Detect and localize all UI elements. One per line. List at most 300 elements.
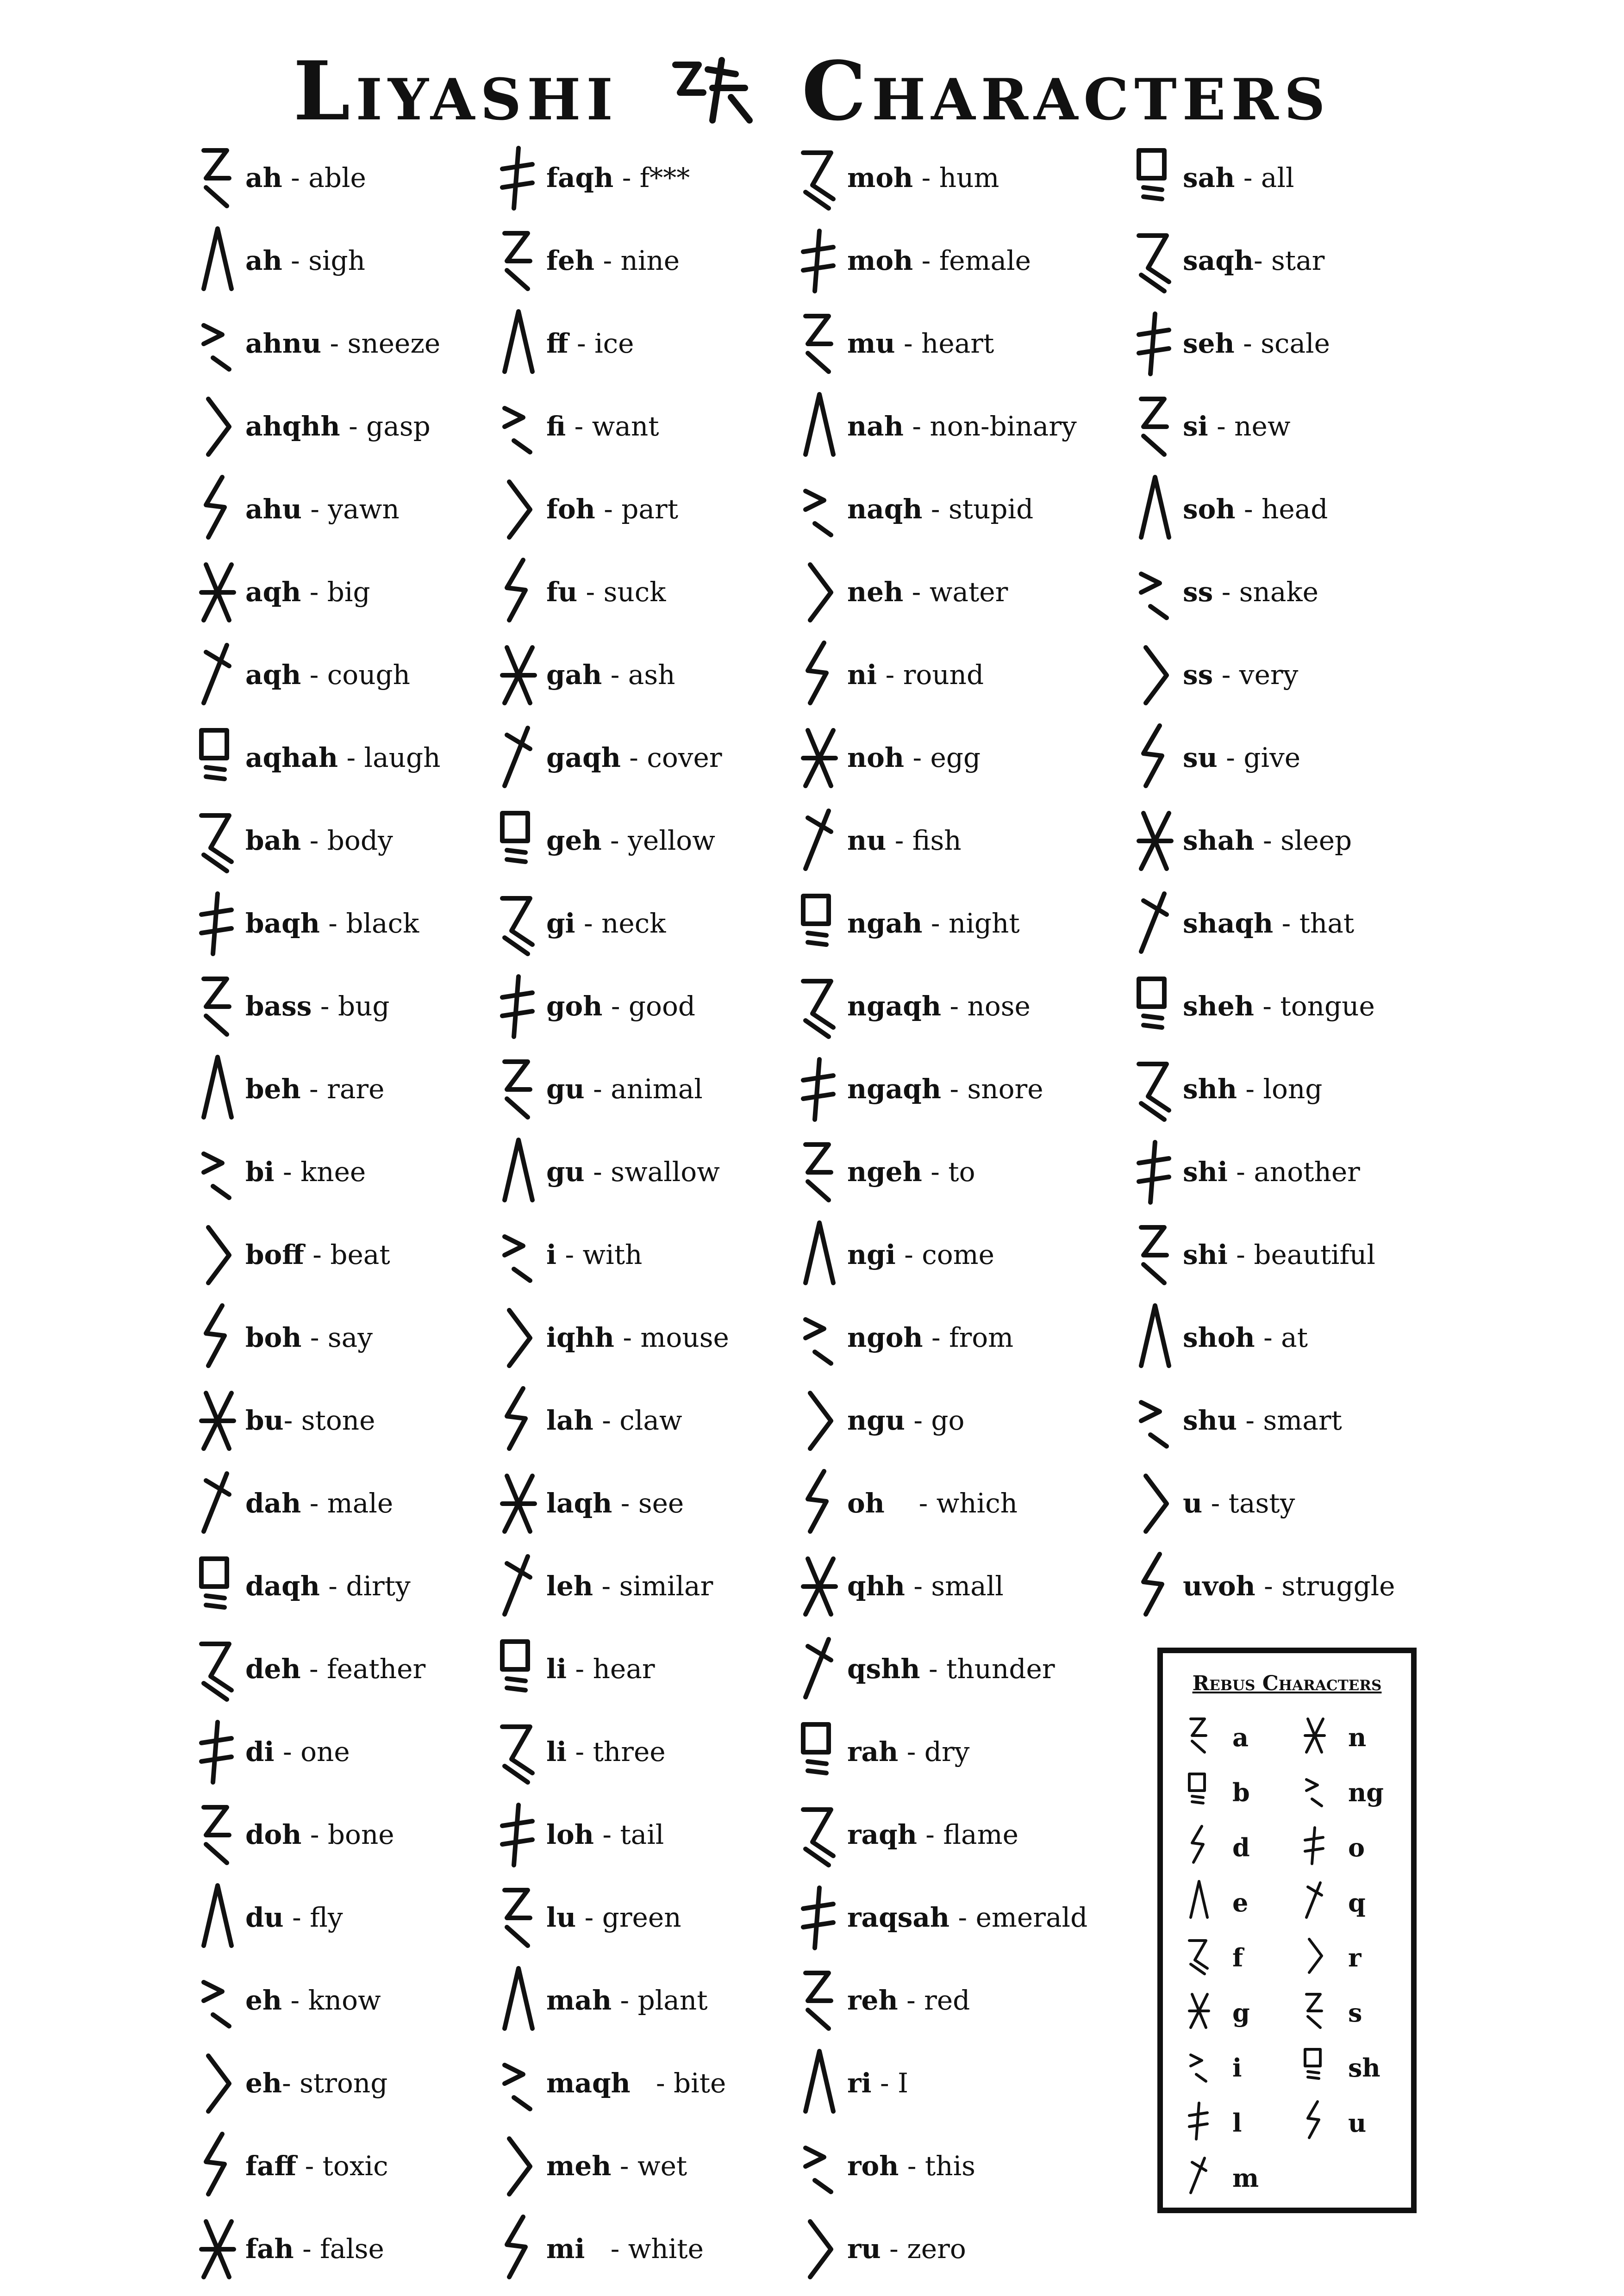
- entry-word: ahqhh: [245, 411, 340, 442]
- entry-word: nu: [847, 825, 887, 856]
- entry-separator: -: [1234, 328, 1261, 359]
- liyashi-glyph-icon: [194, 307, 236, 376]
- entry-separator: -: [1273, 908, 1299, 939]
- entry-word: i: [546, 1239, 557, 1270]
- character-entry: [194, 1384, 546, 1467]
- character-entry: [1132, 307, 1484, 390]
- liyashi-glyph-icon: [1132, 390, 1174, 459]
- liyashi-glyph-icon: [495, 1384, 537, 1453]
- character-entry: [495, 887, 847, 970]
- liyashi-glyph-icon: [796, 555, 838, 625]
- entry-word: sah: [1183, 162, 1235, 193]
- entry-meaning: scale: [1261, 328, 1330, 359]
- entry-word: goh: [546, 990, 603, 1022]
- liyashi-glyph-icon: [495, 555, 537, 625]
- entry-text: [1183, 493, 1328, 525]
- entry-text: [1183, 576, 1318, 608]
- entry-text: [245, 1570, 411, 1602]
- entry-meaning: laugh: [364, 742, 441, 773]
- rebus-character: [1297, 1713, 1418, 1764]
- entry-text: [546, 2150, 687, 2182]
- character-entry: [194, 307, 546, 390]
- liyashi-glyph-icon: [194, 1467, 236, 1536]
- entry-separator: -: [556, 1239, 583, 1270]
- entry-word: aqh: [245, 576, 301, 608]
- entry-text: [546, 1570, 713, 1602]
- entry-word: li: [546, 1653, 567, 1685]
- entry-word: qshh: [847, 1653, 920, 1685]
- entry-separator: -: [594, 245, 621, 276]
- entry-meaning: green: [602, 1902, 681, 1933]
- entry-meaning: neck: [601, 908, 666, 939]
- liyashi-glyph-icon: [796, 1384, 838, 1453]
- liyashi-glyph-icon: [495, 1964, 537, 2033]
- rebus-letter: a: [1232, 1723, 1249, 1752]
- character-entry: [194, 2212, 546, 2295]
- entry-word: ngaqh: [847, 990, 942, 1022]
- entry-word: gu: [546, 1073, 585, 1105]
- entry-meaning: swallow: [611, 1156, 720, 1188]
- entry-separator: -: [304, 1239, 331, 1270]
- liyashi-glyph-icon: [796, 1467, 838, 1536]
- character-entry: [796, 1384, 1148, 1467]
- entry-meaning: smart: [1263, 1405, 1342, 1436]
- rebus-character: [1181, 1934, 1302, 1985]
- entry-meaning: f***: [639, 162, 690, 193]
- entry-separator: -: [301, 1819, 328, 1850]
- character-entry: [495, 1135, 847, 1218]
- entry-separator: -: [601, 825, 628, 856]
- character-entry: [495, 1964, 847, 2047]
- entry-text: [546, 1322, 729, 1353]
- entry-separator: -: [576, 1902, 602, 1933]
- liyashi-glyph-icon: [796, 1715, 838, 1785]
- entry-text: [245, 411, 431, 442]
- entry-meaning: claw: [619, 1405, 682, 1436]
- rebus-glyph-icon: [1181, 2044, 1214, 2085]
- entry-text: [847, 659, 984, 691]
- entry-meaning: new: [1234, 411, 1291, 442]
- character-entry: [796, 390, 1148, 473]
- entry-separator: -: [1235, 493, 1262, 525]
- liyashi-glyph-icon: [194, 555, 236, 625]
- entry-meaning: this: [924, 2150, 975, 2182]
- entry-text: [847, 1570, 1004, 1602]
- character-entry: [796, 638, 1148, 721]
- liyashi-glyph-icon: [194, 1052, 236, 1122]
- entry-text: [1183, 825, 1352, 856]
- entry-word: uvoh: [1183, 1570, 1255, 1602]
- character-entry: [796, 2047, 1148, 2129]
- entry-meaning: false: [320, 2233, 384, 2265]
- entry-meaning: red: [924, 1985, 970, 2016]
- entry-meaning: stone: [301, 1405, 375, 1436]
- title-word-liyashi: Liyashi: [293, 44, 618, 139]
- character-entry: [194, 1632, 546, 1715]
- entry-word: ngoh: [847, 1322, 923, 1353]
- entry-meaning: plant: [637, 1985, 708, 2016]
- rebus-glyph-icon: [1181, 1823, 1214, 1865]
- entry-meaning: sleep: [1280, 825, 1352, 856]
- entry-meaning: snake: [1239, 576, 1318, 608]
- entry-word: reh: [847, 1985, 898, 2016]
- entry-separator: -: [584, 1073, 611, 1105]
- entry-word: mi: [546, 2233, 585, 2265]
- entry-text: [245, 1985, 381, 2016]
- entry-word: ngu: [847, 1405, 905, 1436]
- character-entry: [1132, 473, 1484, 555]
- entry-text: [847, 1487, 1018, 1519]
- liyashi-glyph-icon: [796, 1218, 838, 1288]
- entry-word: iqhh: [546, 1322, 614, 1353]
- entry-word: dah: [245, 1487, 301, 1519]
- entry-word: raqsah: [847, 1902, 950, 1933]
- entry-word: aqhah: [245, 742, 338, 773]
- entry-meaning: heart: [921, 328, 994, 359]
- entry-text: [245, 245, 365, 276]
- entry-separator: -: [903, 411, 930, 442]
- rebus-letter: b: [1232, 1778, 1250, 1807]
- liyashi-glyph-icon: [495, 2212, 537, 2282]
- entry-text: [847, 162, 999, 193]
- entry-meaning: body: [327, 825, 393, 856]
- entry-text: [245, 493, 400, 525]
- entry-text: [847, 1156, 975, 1188]
- entry-meaning: head: [1262, 493, 1328, 525]
- entry-separator: -: [1255, 1570, 1282, 1602]
- entry-meaning: which: [936, 1487, 1018, 1519]
- rebus-glyph-icon: [1297, 1823, 1330, 1865]
- character-entry: [194, 1052, 546, 1135]
- entry-separator: -: [941, 1073, 968, 1105]
- entry-text: [1183, 1073, 1322, 1105]
- character-entry: [495, 2047, 847, 2129]
- entry-text: [546, 659, 675, 691]
- entry-text: [847, 2233, 966, 2265]
- character-entry: [495, 473, 847, 555]
- rebus-title: Rebus Characters: [1192, 1672, 1382, 1695]
- entry-separator: -: [301, 659, 327, 691]
- liyashi-glyph-icon: [796, 970, 838, 1039]
- entry-word: boh: [245, 1322, 302, 1353]
- entry-separator: -: [1208, 411, 1235, 442]
- entry-separator: -: [941, 990, 968, 1022]
- liyashi-glyph-icon: [796, 1135, 838, 1205]
- entry-separator: -: [898, 1985, 924, 2016]
- entry-word: mu: [847, 328, 895, 359]
- entry-meaning: another: [1254, 1156, 1360, 1188]
- rebus-glyph-icon: [1297, 2044, 1330, 2085]
- entry-separator: -: [593, 1819, 620, 1850]
- entry-text: [546, 1156, 720, 1188]
- entry-separator: -: [1213, 576, 1239, 608]
- entry-word: saqh: [1183, 245, 1254, 276]
- entry-separator: -: [1253, 245, 1272, 276]
- entry-separator: -: [1254, 825, 1281, 856]
- entry-meaning: gasp: [366, 411, 431, 442]
- entry-word: eh: [245, 1985, 282, 2016]
- entry-word: shi: [1183, 1156, 1228, 1188]
- entry-separator: -: [1237, 1073, 1263, 1105]
- rebus-character: [1181, 2154, 1302, 2205]
- entry-text: [1183, 1487, 1295, 1519]
- entry-word: lu: [546, 1902, 576, 1933]
- entry-separator: -: [296, 2150, 323, 2182]
- character-entry: [194, 970, 546, 1052]
- liyashi-glyph-icon: [796, 1549, 838, 1619]
- entry-text: [245, 990, 390, 1022]
- entry-word: ahnu: [245, 328, 322, 359]
- rebus-character: [1181, 2044, 1302, 2095]
- rebus-characters-box: [1157, 1648, 1417, 2213]
- character-entry: [495, 1301, 847, 1384]
- entry-text: [847, 990, 1031, 1022]
- liyashi-glyph-icon: [796, 307, 838, 376]
- entry-separator: -: [895, 1239, 922, 1270]
- rebus-letter: d: [1232, 1833, 1250, 1862]
- liyashi-glyph-icon: [666, 56, 754, 125]
- liyashi-glyph-icon: [1132, 804, 1174, 873]
- entry-text: [245, 1405, 375, 1436]
- entry-word: doh: [245, 1819, 302, 1850]
- character-entry: [194, 1964, 546, 2047]
- character-entry: [194, 1881, 546, 1964]
- entry-separator: -: [612, 1985, 638, 2016]
- liyashi-glyph-icon: [1132, 555, 1174, 625]
- character-entry: [1132, 970, 1484, 1052]
- entry-word: di: [245, 1736, 275, 1767]
- entry-text: [546, 1405, 682, 1436]
- entry-meaning: star: [1271, 245, 1325, 276]
- entry-text: [847, 825, 962, 856]
- character-entry: [194, 224, 546, 307]
- entry-word: si: [1183, 411, 1208, 442]
- liyashi-glyph-icon: [194, 887, 236, 956]
- liyashi-glyph-icon: [796, 473, 838, 542]
- character-entry: [194, 1467, 546, 1549]
- character-entry: [796, 141, 1148, 224]
- liyashi-glyph-icon: [194, 804, 236, 873]
- entry-separator: -: [877, 659, 903, 691]
- entry-word: ff: [546, 328, 568, 359]
- entry-separator: -: [584, 1156, 611, 1188]
- character-entry: [495, 1632, 847, 1715]
- entry-text: [546, 245, 680, 276]
- character-entry: [194, 2129, 546, 2212]
- entry-separator: -: [595, 493, 622, 525]
- entry-separator: -: [898, 1736, 924, 1767]
- liyashi-glyph-icon: [495, 2047, 537, 2116]
- entry-meaning: that: [1299, 908, 1355, 939]
- liyashi-glyph-icon: [194, 1135, 236, 1205]
- entry-word: fah: [245, 2233, 294, 2265]
- entry-meaning: small: [931, 1570, 1004, 1602]
- entry-separator: -: [294, 2233, 320, 2265]
- entry-word: ngah: [847, 908, 923, 939]
- rebus-character: [1297, 2099, 1418, 2150]
- character-entry: [796, 2129, 1148, 2212]
- entry-text: [1183, 1322, 1308, 1353]
- character-entry: [796, 307, 1148, 390]
- liyashi-glyph-icon: [194, 141, 236, 211]
- entry-meaning: want: [592, 411, 659, 442]
- entry-separator: -: [913, 162, 939, 193]
- character-entry: [796, 721, 1148, 804]
- entry-word: shh: [1183, 1073, 1237, 1105]
- entry-word: leh: [546, 1570, 593, 1602]
- entry-separator: -: [602, 659, 628, 691]
- entry-text: [1183, 162, 1294, 193]
- rebus-character: [1297, 2044, 1418, 2095]
- entry-meaning: part: [621, 493, 679, 525]
- liyashi-glyph-icon: [1132, 1549, 1174, 1619]
- character-entry: [796, 1715, 1148, 1798]
- character-entry: [796, 887, 1148, 970]
- entry-meaning: nine: [620, 245, 680, 276]
- entry-separator: -: [282, 245, 309, 276]
- character-entry: [1132, 804, 1484, 887]
- entry-meaning: cough: [327, 659, 411, 691]
- entry-meaning: to: [948, 1156, 975, 1188]
- entry-separator: -: [300, 1073, 327, 1105]
- liyashi-glyph-icon: [796, 1632, 838, 1702]
- character-entry: [796, 1632, 1148, 1715]
- liyashi-glyph-icon: [495, 473, 537, 542]
- rebus-letter: l: [1232, 2108, 1242, 2138]
- rebus-letter: i: [1232, 2053, 1242, 2083]
- entry-word: bah: [245, 825, 301, 856]
- character-entry: [796, 1549, 1148, 1632]
- character-entry: [495, 224, 847, 307]
- liyashi-glyph-icon: [495, 721, 537, 790]
- character-entry: [796, 555, 1148, 638]
- entry-word: aqh: [245, 659, 301, 691]
- entry-meaning: similar: [619, 1570, 713, 1602]
- rebus-letter: m: [1232, 2163, 1259, 2193]
- entry-text: [245, 576, 370, 608]
- character-entry: [1132, 1384, 1484, 1467]
- entry-word: shah: [1183, 825, 1255, 856]
- rebus-character: [1297, 1823, 1418, 1874]
- entry-text: [546, 1902, 681, 1933]
- entry-separator: -: [917, 1819, 943, 1850]
- character-entry: [796, 2212, 1148, 2295]
- entry-meaning: mouse: [640, 1322, 729, 1353]
- entry-meaning: ash: [628, 659, 675, 691]
- character-entry: [1132, 1467, 1484, 1549]
- entry-meaning: toxic: [322, 2150, 388, 2182]
- entry-meaning: struggle: [1281, 1570, 1395, 1602]
- entry-text: [546, 576, 666, 608]
- entry-separator: -: [949, 1902, 976, 1933]
- entry-meaning: night: [948, 908, 1020, 939]
- entry-text: [546, 1073, 703, 1105]
- entry-meaning: female: [939, 245, 1031, 276]
- entry-word: ri: [847, 2067, 872, 2099]
- liyashi-glyph-icon: [1132, 1384, 1174, 1453]
- entry-separator: -: [884, 1487, 937, 1519]
- rebus-letter: n: [1348, 1723, 1367, 1752]
- rebus-glyph-icon: [1181, 1989, 1214, 2030]
- entry-meaning: ice: [594, 328, 634, 359]
- liyashi-glyph-icon: [194, 1798, 236, 1867]
- rebus-letter: s: [1348, 1998, 1362, 2028]
- entry-word: shaqh: [1183, 908, 1274, 939]
- entry-word: fu: [546, 576, 578, 608]
- entry-meaning: at: [1281, 1322, 1308, 1353]
- entry-separator: -: [922, 1156, 949, 1188]
- character-entry: [495, 1798, 847, 1881]
- rebus-character: [1181, 1989, 1302, 2040]
- character-entry: [1132, 555, 1484, 638]
- entry-text: [847, 1985, 970, 2016]
- liyashi-glyph-icon: [796, 1881, 838, 1950]
- entry-text: [546, 1239, 642, 1270]
- rebus-glyph-icon: [1297, 1934, 1330, 1975]
- rebus-glyph-icon: [1297, 1713, 1330, 1755]
- entry-text: [546, 1736, 666, 1767]
- liyashi-glyph-icon: [796, 390, 838, 459]
- entry-word: deh: [245, 1653, 301, 1685]
- character-entry: [495, 1218, 847, 1301]
- entry-text: [1183, 328, 1330, 359]
- entry-meaning: come: [922, 1239, 994, 1270]
- entry-meaning: bug: [337, 990, 390, 1022]
- character-entry: [495, 1052, 847, 1135]
- entry-separator: -: [340, 411, 367, 442]
- entry-text: [847, 1653, 1055, 1685]
- character-entry: [796, 1964, 1148, 2047]
- entry-text: [1183, 908, 1354, 939]
- character-entry: [1132, 1301, 1484, 1384]
- entry-separator: -: [620, 742, 647, 773]
- page-title: [0, 44, 1624, 139]
- entry-text: [847, 2150, 975, 2182]
- entry-text: [245, 1239, 390, 1270]
- liyashi-glyph-icon: [1132, 970, 1174, 1039]
- rebus-letter: q: [1348, 1888, 1366, 1917]
- character-entry: [495, 970, 847, 1052]
- rebus-glyph-icon: [1297, 1879, 1330, 1920]
- liyashi-glyph-icon: [495, 307, 537, 376]
- entry-separator: -: [903, 576, 930, 608]
- entry-word: nah: [847, 411, 904, 442]
- entry-word: su: [1183, 742, 1218, 773]
- rebus-character: [1181, 1713, 1302, 1764]
- liyashi-glyph-icon: [194, 970, 236, 1039]
- entry-word: sheh: [1183, 990, 1254, 1022]
- entry-word: naqh: [847, 493, 923, 525]
- entry-text: [546, 1985, 708, 2016]
- character-entry: [1132, 1135, 1484, 1218]
- character-entry: [495, 2212, 847, 2295]
- character-entry: [796, 1467, 1148, 1549]
- entry-meaning: dirty: [346, 1570, 411, 1602]
- character-entry: [194, 638, 546, 721]
- entry-word: geh: [546, 825, 602, 856]
- character-entry: [796, 1135, 1148, 1218]
- entry-word: noh: [847, 742, 905, 773]
- entry-word: ni: [847, 659, 877, 691]
- liyashi-glyph-icon: [796, 887, 838, 956]
- entry-meaning: one: [300, 1736, 350, 1767]
- entry-separator: -: [301, 493, 328, 525]
- entry-text: [1183, 411, 1291, 442]
- liyashi-glyph-icon: [194, 721, 236, 790]
- entry-meaning: cover: [647, 742, 722, 773]
- entry-word: mah: [546, 1985, 612, 2016]
- entry-text: [1183, 1156, 1360, 1188]
